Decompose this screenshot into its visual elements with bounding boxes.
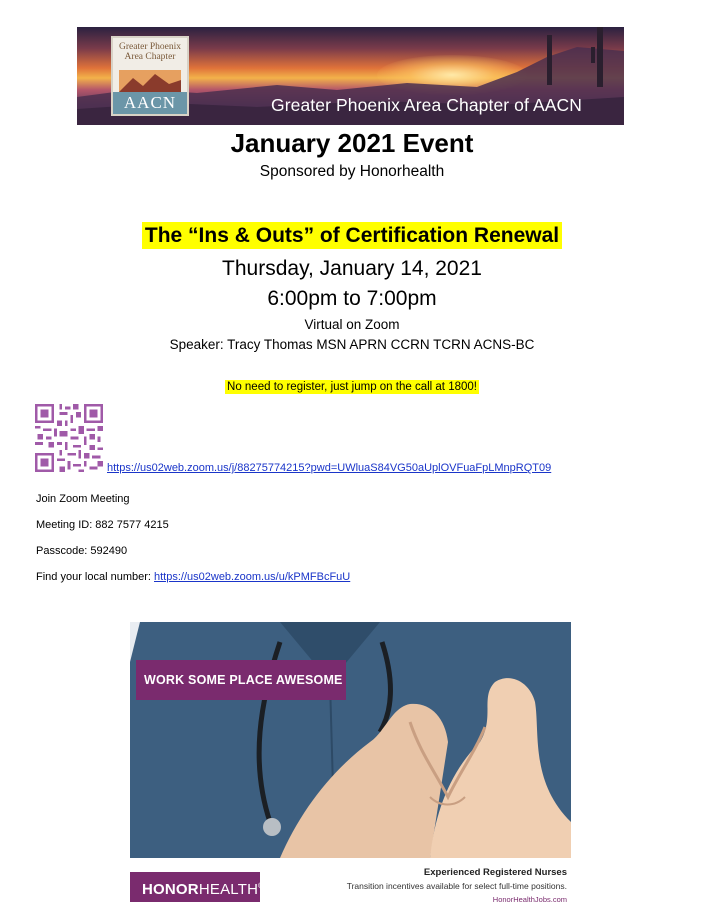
event-location: Virtual on Zoom xyxy=(304,317,400,332)
logo-chapter-text: Greater Phoenix Area Chapter xyxy=(119,42,181,62)
event-time: 6:00pm to 7:00pm xyxy=(267,287,437,310)
qr-code-icon[interactable] xyxy=(35,404,103,472)
registered-mark: ® xyxy=(258,883,264,890)
meeting-id: Meeting ID: 882 7577 4215 xyxy=(36,519,169,531)
local-number-label: Find your local number: xyxy=(36,571,154,583)
event-date: Thursday, January 14, 2021 xyxy=(222,257,482,280)
ad-headline: Experienced Registered Nurses xyxy=(423,867,567,878)
register-note-text: No need to register, just jump on the call at 1800! xyxy=(227,381,477,393)
event-heading: January 2021 Event xyxy=(230,128,474,158)
local-number-line xyxy=(36,571,350,583)
speaker-line: Speaker: Tracy Thomas MSN APRN CCRN TCRN ACNS-BC xyxy=(169,337,535,352)
logo-mountain-art xyxy=(119,70,181,92)
brand-thin: HEALTH xyxy=(198,881,259,898)
ad-tagline: WORK SOME PLACE AWESOME xyxy=(136,660,346,700)
banner-title: Greater Phoenix Area Chapter of AACN xyxy=(271,95,582,115)
header-banner xyxy=(77,27,624,125)
honorhealth-advertisement xyxy=(130,622,571,912)
local-number-link[interactable]: https://us02web.zoom.us/u/kPMFBcFuU xyxy=(154,571,351,583)
brand-bold: HONOR xyxy=(142,881,199,898)
nurse-heart-hands-illustration xyxy=(130,622,571,858)
register-note xyxy=(0,377,704,395)
zoom-meeting-link[interactable]: https://us02web.zoom.us/j/88275774215?pwd=UWluaS84VG50aUplOVFuaFpLMnpRQT09 xyxy=(107,462,552,474)
ad-website[interactable]: HonorHealthJobs.com xyxy=(492,895,567,904)
passcode: Passcode: 592490 xyxy=(36,545,128,557)
join-zoom-label: Join Zoom Meeting xyxy=(36,493,130,505)
aacn-logo xyxy=(111,36,189,116)
honorhealth-logo xyxy=(130,872,264,902)
session-title-text: The “Ins & Outs” of Certification Renewal xyxy=(142,222,562,249)
sponsor-line: Sponsored by Honorhealth xyxy=(259,163,445,180)
ad-subline: Transition incentives available for select full-time positions. xyxy=(346,881,567,891)
session-title xyxy=(0,224,704,248)
logo-acronym: AACN xyxy=(113,92,187,114)
